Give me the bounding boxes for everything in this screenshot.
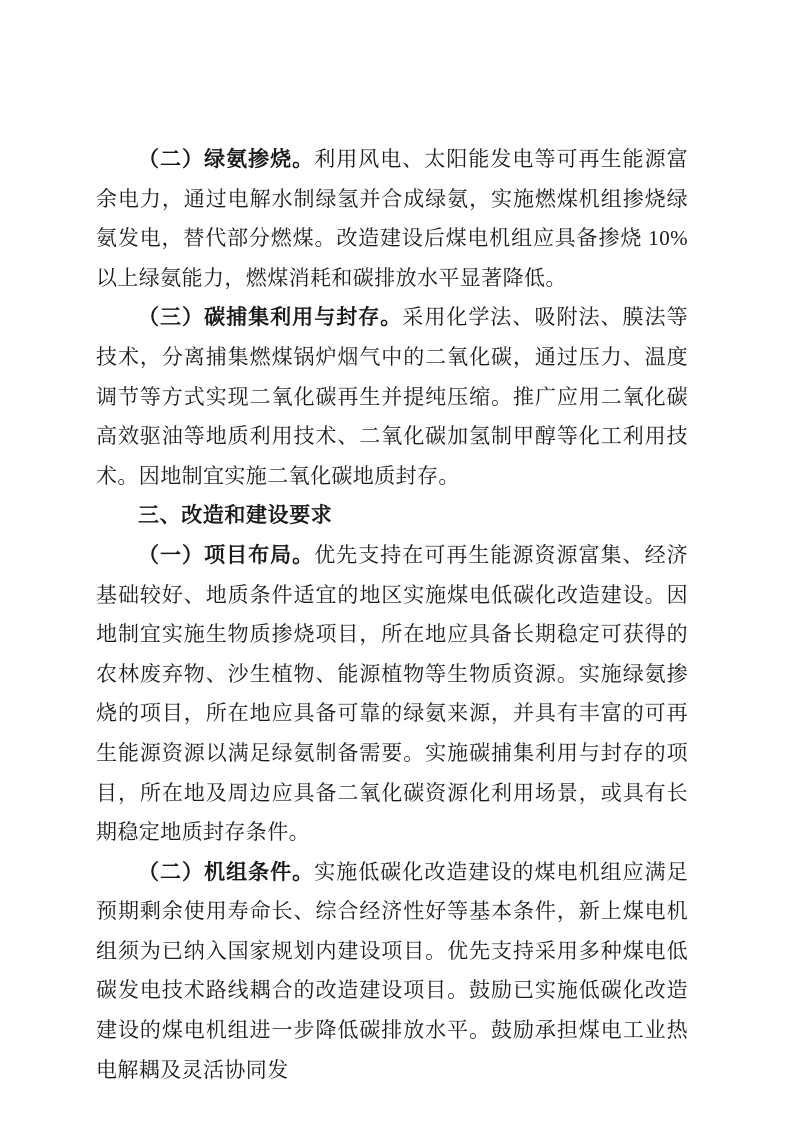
paragraph-text: 优先支持在可再生能源资源富集、经济基础较好、地质条件适宜的地区实施煤电低碳化改造建设。因地制宜实施生物质掺烧项目，所在地应具备长期稳定可获得的农林废弃物、沙生植物、能源植物等生物质资源。实施绿氨掺烧的项目，所在地应具备可靠的绿氨来源，并具有丰富的可再生能源资源以满足绿氨制备需要。实施碳捕集利用与封存的项目，所在地及周边应具备二氧化碳资源化利用场景，或具有长期稳定地质封存条件。 (96, 542, 688, 845)
paragraph-label: （一）项目布局。 (138, 542, 315, 567)
paragraph-project-layout (96, 536, 688, 853)
paragraph-text: 实施低碳化改造建设的煤电机组应满足预期剩余使用寿命长、综合经济性好等基本条件，新上煤电机组须为已纳入国家规划内建设项目。优先支持采用多种煤电低碳发电技术路线耦合的改造建设项目。鼓励已实施低碳化改造建设的煤电机组进一步降低碳排放水平。鼓励承担煤电工业热电解耦及灵活协同发 (96, 859, 688, 1082)
paragraph-green-ammonia-cofiring (96, 140, 688, 298)
paragraph-label: （二）绿氨掺烧。 (138, 147, 315, 171)
paragraph-text: 采用化学法、吸附法、膜法等技术，分离捕集燃煤锅炉烟气中的二氧化碳，通过压力、温度调节等方式实现二氧化碳再生并提纯压缩。推广应用二氧化碳高效驱油等地质利用技术、二氧化碳加氢制甲醇等化工利用技术。因地制宜实施二氧化碳地质封存。 (96, 305, 688, 488)
section-heading-requirements: 三、改造和建设要求 (138, 504, 333, 528)
paragraph-unit-conditions (96, 853, 688, 1091)
paragraph-label: （二）机组条件。 (138, 859, 315, 884)
paragraph-text: 利用风电、太阳能发电等可再生能源富余电力，通过电解水制绿氢并合成绿氨，实施燃煤机组掺烧绿氨发电，替代部分燃煤。改造建设后煤电机组应具备掺烧 10%以上绿氨能力，燃煤消耗和碳排放水平显著降低。 (96, 147, 688, 290)
paragraph-label: （三）碳捕集利用与封存。 (138, 305, 403, 330)
paragraph-carbon-capture (96, 298, 688, 496)
document-body (96, 140, 688, 1090)
